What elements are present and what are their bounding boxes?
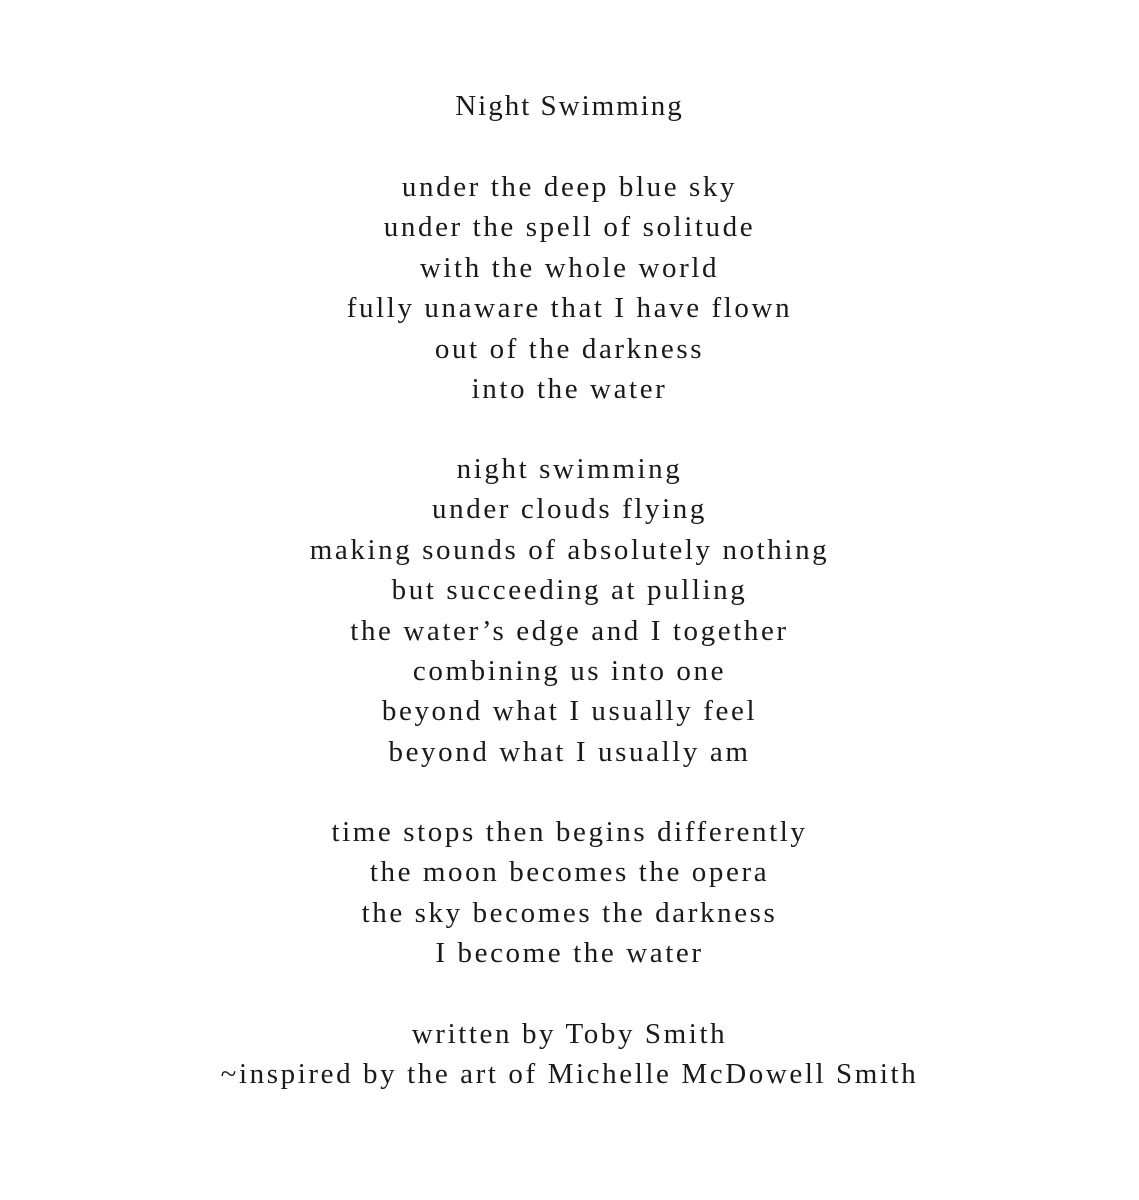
stanza-1 xyxy=(0,167,1139,409)
poem-line: night swimming xyxy=(456,453,683,485)
poem-line: under the spell of solitude xyxy=(383,211,756,244)
author-credit: written by Toby Smith xyxy=(411,1018,728,1050)
poem-line: beyond what I usually feel xyxy=(381,695,758,728)
inspiration-credit: ~inspired by the art of Michelle McDowell Smith xyxy=(220,1058,919,1091)
stanza-2 xyxy=(0,449,1139,772)
stanza-3 xyxy=(0,812,1139,974)
poem-line: combining us into one xyxy=(412,654,727,687)
poem-credits xyxy=(0,1014,1139,1095)
poem-title: Night Swimming xyxy=(455,90,684,122)
poem-line: under clouds flying xyxy=(432,493,707,526)
poem-line: under the deep blue sky xyxy=(401,171,738,203)
poem-line: but succeeding at pulling xyxy=(391,574,748,607)
poem-line: fully unaware that I have flown xyxy=(346,292,793,325)
poem-line: the water’s edge and I together xyxy=(350,614,789,647)
poem-line: the sky becomes the darkness xyxy=(361,896,778,929)
poem-line: time stops then begins differently xyxy=(331,816,808,848)
poem-line: into the water xyxy=(471,372,668,405)
poem-line: the moon becomes the opera xyxy=(369,856,770,889)
poem-line: I become the water xyxy=(435,937,704,970)
poem-line: out of the darkness xyxy=(434,332,705,365)
poem-line: with the whole world xyxy=(419,251,720,284)
poem-line: beyond what I usually am xyxy=(388,735,751,768)
poem-line: making sounds of absolutely nothing xyxy=(309,533,830,566)
